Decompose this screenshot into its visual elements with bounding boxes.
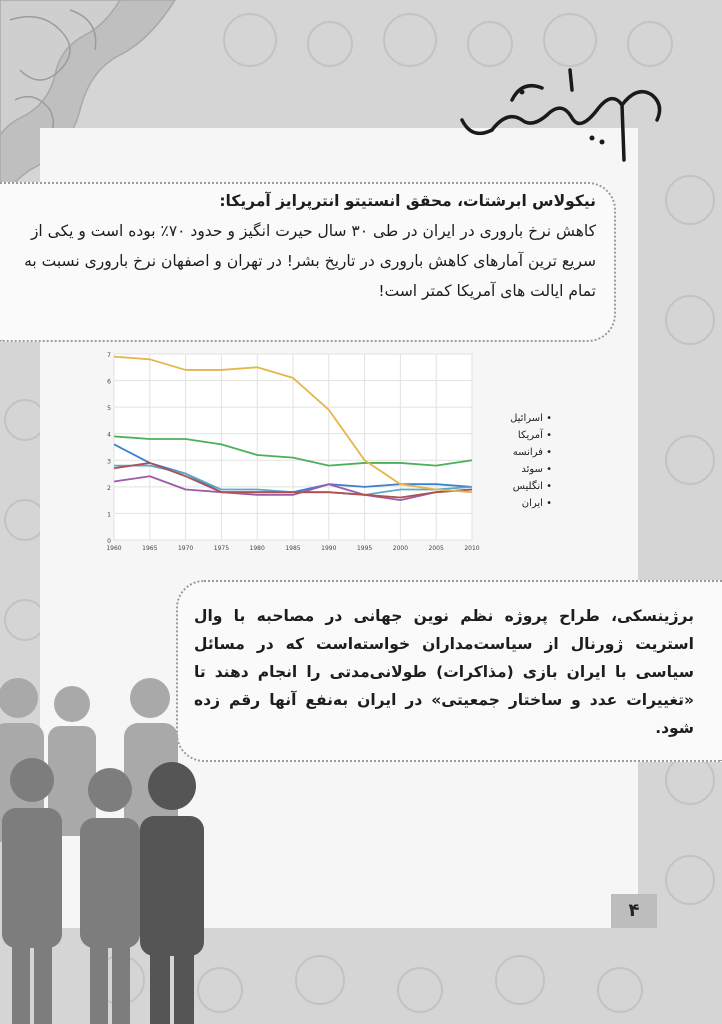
y-tick-label: 2: [107, 484, 111, 492]
calligraphy-logo: [452, 60, 674, 180]
people-silhouettes-illustration: [0, 668, 230, 1024]
brzezinski-quote-text: برژینسکی، طراح پروژه نظم نوین جهانی در مصاحبه با وال استریت ژورنال از سیاست‌مداران خواسته‌است که در مسائل سیاسی با ایران بازی (مذاکرات) طولانی‌مدتی را انجام دهند تا «تغییرات عدد و ساختار جمعیتی» در ایران به‌نفع آنها رقم زده شود.: [194, 607, 694, 737]
x-tick-label: 2005: [428, 545, 444, 552]
y-tick-label: 0: [107, 538, 111, 545]
legend-entry: • انگلیس: [512, 481, 552, 492]
x-tick-label: 1975: [213, 545, 230, 552]
quote-body: کاهش نرخ باروری در ایران در طی ۳۰ سال حیرت انگیز و حدود ۷۰٪ بوده است و یکی از سریع ترین آمارهای کاهش باروری در تاریخ بشر! در تهران و اصفهان نرخ باروری نسبت به تمام ایالت های آمریکا کمتر است!: [24, 222, 596, 300]
legend-entry: • اسرائیل: [510, 413, 552, 424]
x-tick-label: 1970: [177, 545, 194, 552]
x-tick-label: 2010: [464, 545, 480, 552]
y-tick-label: 4: [107, 431, 111, 439]
legend-entry: • سوئد: [521, 464, 552, 475]
y-tick-label: 3: [107, 458, 111, 466]
x-tick-label: 1990: [321, 545, 337, 552]
legend-entry: • ایران: [521, 498, 552, 509]
y-tick-label: 6: [107, 378, 111, 386]
x-tick-label: 2000: [392, 545, 409, 552]
y-tick-label: 5: [107, 405, 111, 413]
y-tick-label: 1: [107, 511, 111, 519]
x-tick-label: 1980: [249, 545, 265, 552]
quote-heading: نیکولاس ابرشتات، محقق انستیتو انترپرایز آمریکا:: [219, 192, 596, 210]
x-tick-label: 1960: [106, 545, 122, 552]
x-tick-label: 1965: [142, 545, 158, 552]
brzezinski-quote-box: [176, 580, 722, 762]
quote-box: [0, 182, 616, 342]
y-tick-label: 7: [107, 352, 111, 359]
chart-legend: [482, 410, 552, 512]
legend-entry: • فرانسه: [512, 447, 552, 458]
fertility-rate-chart: [104, 350, 514, 565]
legend-entry: • آمریکا: [517, 430, 552, 441]
page-number: ۴: [611, 894, 657, 928]
x-tick-label: 1985: [285, 545, 301, 552]
quote-content: [16, 192, 596, 306]
x-tick-label: 1995: [356, 545, 373, 552]
